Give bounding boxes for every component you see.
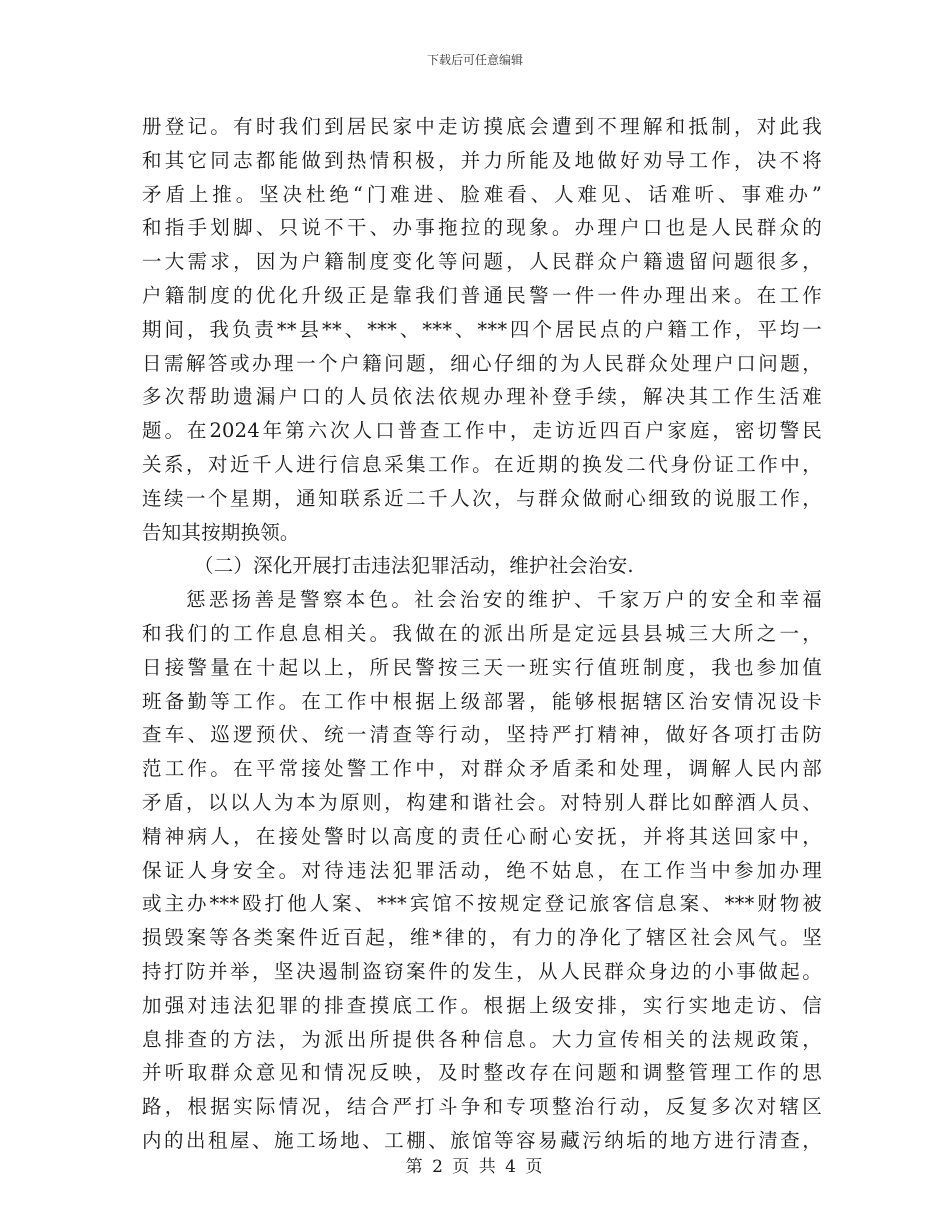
body-line: 路，根据实际情况，结合严打斗争和专项整治行动，反复多次对辖区 <box>142 1095 822 1119</box>
body-line: 矛盾上推。坚决杜绝“门难进、脸难看、人难见、话难听、事难办” <box>142 182 822 206</box>
body-line: 或主办***殴打他人案、***宾馆不按规定登记旅客信息案、***财物被 <box>142 892 822 916</box>
body-line: 户籍制度的优化升级正是靠我们普通民警一件一件办理出来。在工作 <box>142 283 822 307</box>
body-line: 和指手划脚、只说不干、办事拖拉的现象。办理户口也是人民群众的 <box>142 216 822 240</box>
body-line: 一大需求，因为户籍制度变化等问题，人民群众户籍遗留问题很多， <box>142 250 822 274</box>
document-body <box>142 110 822 1158</box>
body-line: 和我们的工作息息相关。我做在的派出所是定远县县城三大所之一， <box>142 621 822 645</box>
body-line: 惩恶扬善是警察本色。社会治安的维护、千家万户的安全和幸福 <box>186 588 822 612</box>
body-line: 范工作。在平常接处警工作中，对群众矛盾柔和处理，调解人民内部 <box>142 757 822 781</box>
body-line: 持打防并举，坚决遏制盗窃案件的发生，从人民群众身边的小事做起。 <box>142 959 822 983</box>
body-line: 多次帮助遗漏户口的人员依法依规办理补登手续，解决其工作生活难 <box>142 385 822 409</box>
body-line: 查车、巡逻预伏、统一清查等行动，坚持严打精神，做好各项打击防 <box>142 723 822 747</box>
body-line: 期间，我负责**县**、***、***、***四个居民点的户籍工作，平均一 <box>142 317 822 341</box>
page-number-footer: 第 2 页 共 4 页 <box>405 1157 545 1177</box>
body-line: 日接警量在十起以上，所民警按三天一班实行值班制度，我也参加值 <box>142 655 822 679</box>
body-line: 日需解答或办理一个户籍问题，细心仔细的为人民群众处理户口问题， <box>142 351 822 375</box>
body-line: 加强对违法犯罪的排查摸底工作。根据上级安排，实行实地走访、信 <box>142 993 822 1017</box>
page-header: 下载后可任意编辑 <box>426 53 523 67</box>
body-line: 保证人身安全。对待违法犯罪活动，绝不姑息，在工作当中参加办理 <box>142 858 822 882</box>
body-line: 关系，对近千人进行信息采集工作。在近期的换发二代身份证工作中， <box>142 452 822 476</box>
body-line: 息排查的方法，为派出所提供各种信息。大力宣传相关的法规政策， <box>142 1027 822 1051</box>
body-line: 册登记。有时我们到居民家中走访摸底会遭到不理解和抵制，对此我 <box>142 115 822 138</box>
body-line: 内的出租屋、施工场地、工棚、旅馆等容易藏污纳垢的地方进行清查， <box>142 1128 822 1152</box>
body-line: 并听取群众意见和情况反映，及时整改存在问题和调整管理工作的思 <box>142 1061 822 1085</box>
body-line: 连续一个星期，通知联系近二千人次，与群众做耐心细致的说服工作， <box>142 486 822 510</box>
body-line: 班备勤等工作。在工作中根据上级部署，能够根据辖区治安情况设卡 <box>142 689 822 713</box>
body-line: 精神病人，在接处警时以高度的责任心耐心安抚，并将其送回家中， <box>142 824 822 848</box>
body-line: 题。在2024年第六次人口普查工作中，走访近四百户家庭，密切警民 <box>142 419 822 443</box>
body-line: 损毁案等各类案件近百起，维*律的，有力的净化了辖区社会风气。坚 <box>142 926 822 950</box>
body-line: 告知其按期换领。 <box>142 520 300 544</box>
section-heading: （二）深化开展打击违法犯罪活动，维护社会治安. <box>194 554 634 578</box>
body-line: 和其它同志都能做到热情积极，并力所能及地做好劝导工作，决不将 <box>142 148 822 172</box>
body-line: 矛盾，以以人为本为原则，构建和谐社会。对特别人群比如醉酒人员、 <box>142 790 822 814</box>
